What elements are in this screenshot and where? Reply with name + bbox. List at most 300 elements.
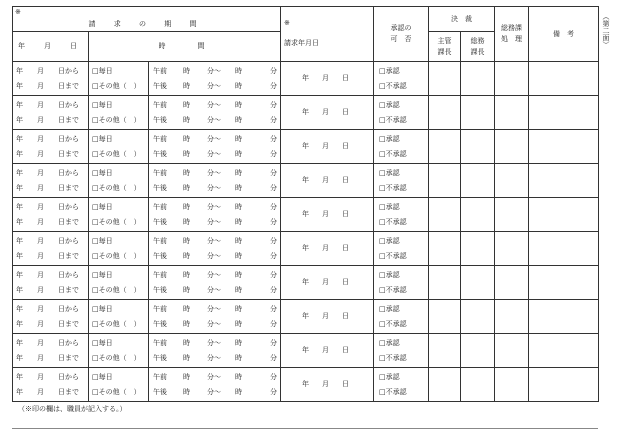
request-period-header: [13, 7, 281, 32]
remarks-cell[interactable]: [529, 164, 599, 198]
date-to: 年 月 日まで: [16, 217, 79, 226]
frequency-cell: [89, 368, 149, 402]
approve-checkbox[interactable]: □承認: [379, 338, 400, 347]
am-label: 午前: [153, 338, 167, 347]
approve-checkbox[interactable]: □承認: [379, 372, 400, 381]
pm-label: 午後: [153, 183, 167, 192]
general-affairs-chief-stamp-cell[interactable]: [461, 96, 495, 130]
frequency-cell: [89, 130, 149, 164]
period-date-cell[interactable]: [13, 130, 89, 164]
remarks-cell[interactable]: [529, 232, 599, 266]
minute-label: 分: [270, 353, 278, 362]
general-affairs-chief-stamp-cell[interactable]: [461, 334, 495, 368]
time-cell[interactable]: [149, 266, 281, 300]
general-affairs-chief-stamp-cell[interactable]: [461, 164, 495, 198]
minute-from-label: 分～: [207, 319, 221, 328]
minute-label: 分: [270, 387, 278, 396]
minute-label: 分: [270, 217, 278, 226]
date-to: 年 月 日まで: [16, 183, 79, 192]
date-from: 年 月 日から: [16, 168, 79, 177]
daily-checkbox[interactable]: □毎日: [92, 168, 113, 177]
hour-label: 時: [183, 168, 190, 177]
am-label: 午前: [153, 304, 167, 313]
time-cell[interactable]: [149, 62, 281, 96]
request-date-cell[interactable]: 年 月 日: [281, 334, 374, 368]
period-date-cell[interactable]: [13, 198, 89, 232]
am-label: 午前: [153, 134, 167, 143]
approval-cell: [374, 232, 429, 266]
minute-from-label: 分～: [207, 353, 221, 362]
time-line-pm: [149, 317, 280, 332]
other-checkbox[interactable]: □その他（ ）: [92, 217, 141, 226]
request-date-label: 請求年月日: [284, 39, 320, 47]
time-line-am: [149, 64, 280, 79]
remarks-cell[interactable]: [529, 198, 599, 232]
date-to: 年 月 日まで: [16, 115, 79, 124]
reject-checkbox[interactable]: □不承認: [379, 285, 407, 294]
bottom-divider: [12, 428, 598, 429]
request-row: [13, 130, 599, 164]
am-label: 午前: [153, 372, 167, 381]
minute-from-label: 分～: [207, 217, 221, 226]
chief-stamp-cell[interactable]: [429, 62, 461, 96]
general-affairs-processing-cell[interactable]: [495, 300, 529, 334]
hour-label: 時: [183, 149, 190, 158]
approval-cell: [374, 368, 429, 402]
other-checkbox[interactable]: □その他（ ）: [92, 149, 141, 158]
hour-label: 時: [235, 100, 242, 109]
daily-checkbox[interactable]: □毎日: [92, 236, 113, 245]
request-row: [13, 198, 599, 232]
hour-label: 時: [183, 251, 190, 260]
approval-label-1: 承認の: [390, 24, 412, 32]
chief-stamp-cell[interactable]: [429, 198, 461, 232]
chief-stamp-cell[interactable]: [429, 164, 461, 198]
chief-stamp-cell[interactable]: [429, 232, 461, 266]
request-row: [13, 62, 599, 96]
date-from: 年 月 日から: [16, 338, 79, 347]
frequency-cell: [89, 232, 149, 266]
remarks-header: 備 考: [529, 7, 599, 62]
time-cell[interactable]: [149, 164, 281, 198]
hour-label: 時: [235, 217, 242, 226]
general-affairs-processing-cell[interactable]: [495, 164, 529, 198]
request-date-cell[interactable]: 年 月 日: [281, 130, 374, 164]
general-affairs-processing-cell[interactable]: [495, 198, 529, 232]
hour-label: 時: [235, 236, 242, 245]
time-line-pm: [149, 113, 280, 128]
chief-stamp-cell[interactable]: [429, 96, 461, 130]
hour-label: 時: [183, 353, 190, 362]
request-date-cell[interactable]: 年 月 日: [281, 266, 374, 300]
hour-label: 時: [183, 338, 190, 347]
daily-checkbox[interactable]: □毎日: [92, 372, 113, 381]
time-cell[interactable]: [149, 198, 281, 232]
time-cell[interactable]: [149, 232, 281, 266]
date-from: 年 月 日から: [16, 270, 79, 279]
general-affairs-chief-stamp-cell[interactable]: [461, 62, 495, 96]
date-to: 年 月 日まで: [16, 149, 79, 158]
reject-checkbox[interactable]: □不承認: [379, 217, 407, 226]
hour-label: 時: [183, 183, 190, 192]
period-date-cell[interactable]: [13, 62, 89, 96]
approve-checkbox[interactable]: □承認: [379, 236, 400, 245]
reject-checkbox[interactable]: □不承認: [379, 353, 407, 362]
minute-label: 分: [270, 115, 278, 124]
remarks-cell[interactable]: [529, 62, 599, 96]
request-form-table: [12, 6, 599, 402]
chief-header: [429, 32, 461, 62]
hour-label: 時: [183, 285, 190, 294]
date-from: 年 月 日から: [16, 304, 79, 313]
remarks-cell[interactable]: [529, 300, 599, 334]
hour-label: 時: [183, 100, 190, 109]
hour-label: 時: [235, 66, 242, 75]
remarks-cell[interactable]: [529, 334, 599, 368]
minute-label: 分: [270, 134, 278, 143]
frequency-cell: [89, 164, 149, 198]
hour-label: 時: [235, 115, 242, 124]
general-affairs-chief-stamp-cell[interactable]: [461, 368, 495, 402]
am-label: 午前: [153, 236, 167, 245]
gen-chief-label-2: 課長: [470, 47, 485, 56]
chief-stamp-cell[interactable]: [429, 266, 461, 300]
request-date-cell[interactable]: 年 月 日: [281, 96, 374, 130]
hour-label: 時: [183, 319, 190, 328]
hour-label: 時: [235, 304, 242, 313]
chief-stamp-cell[interactable]: [429, 334, 461, 368]
hour-label: 時: [183, 372, 190, 381]
hour-label: 時: [235, 251, 242, 260]
date-from: 年 月 日から: [16, 66, 79, 75]
general-affairs-processing-cell[interactable]: [495, 334, 529, 368]
general-affairs-processing-cell[interactable]: [495, 62, 529, 96]
approval-cell: [374, 96, 429, 130]
minute-from-label: 分～: [207, 270, 221, 279]
minute-label: 分: [270, 202, 278, 211]
pm-label: 午後: [153, 217, 167, 226]
pm-label: 午後: [153, 149, 167, 158]
approval-cell: [374, 62, 429, 96]
minute-label: 分: [270, 372, 278, 381]
chief-label-2: 課長: [437, 47, 452, 56]
approve-checkbox[interactable]: □承認: [379, 304, 400, 313]
date-to: 年 月 日まで: [16, 81, 79, 90]
time-cell[interactable]: [149, 300, 281, 334]
minute-from-label: 分～: [207, 149, 221, 158]
general-affairs-chief-stamp-cell[interactable]: [461, 130, 495, 164]
daily-checkbox[interactable]: □毎日: [92, 270, 113, 279]
request-date-cell[interactable]: 年 月 日: [281, 62, 374, 96]
minute-from-label: 分～: [207, 81, 221, 90]
hour-label: 時: [235, 372, 242, 381]
daily-checkbox[interactable]: □毎日: [92, 66, 113, 75]
remarks-cell[interactable]: [529, 266, 599, 300]
other-checkbox[interactable]: □その他（ ）: [92, 115, 141, 124]
date-to: 年 月 日まで: [16, 285, 79, 294]
frequency-cell: [89, 334, 149, 368]
approval-header: [374, 7, 429, 62]
frequency-cell: [89, 198, 149, 232]
side-page-label: （第二面）: [602, 13, 610, 48]
pm-label: 午後: [153, 319, 167, 328]
minute-label: 分: [270, 236, 278, 245]
hour-label: 時: [235, 183, 242, 192]
time-line-pm: [149, 249, 280, 264]
date-from: 年 月 日から: [16, 134, 79, 143]
request-date-cell[interactable]: 年 月 日: [281, 368, 374, 402]
hour-label: 時: [183, 66, 190, 75]
time-column-header: 時 間: [89, 32, 281, 62]
daily-checkbox[interactable]: □毎日: [92, 202, 113, 211]
chief-stamp-cell[interactable]: [429, 368, 461, 402]
minute-label: 分: [270, 319, 278, 328]
date-to: 年 月 日まで: [16, 251, 79, 260]
date-to: 年 月 日まで: [16, 387, 79, 396]
hour-label: 時: [235, 319, 242, 328]
date-from: 年 月 日から: [16, 100, 79, 109]
reject-checkbox[interactable]: □不承認: [379, 319, 407, 328]
period-date-cell[interactable]: [13, 164, 89, 198]
frequency-cell: [89, 62, 149, 96]
pm-label: 午後: [153, 251, 167, 260]
hour-label: 時: [235, 387, 242, 396]
am-label: 午前: [153, 168, 167, 177]
minute-from-label: 分～: [207, 251, 221, 260]
time-line-am: [149, 132, 280, 147]
date-column-header: 年 月 日: [13, 32, 89, 62]
general-affairs-processing-cell[interactable]: [495, 96, 529, 130]
approve-checkbox[interactable]: □承認: [379, 134, 400, 143]
daily-checkbox[interactable]: □毎日: [92, 338, 113, 347]
other-checkbox[interactable]: □その他（ ）: [92, 285, 141, 294]
minute-label: 分: [270, 251, 278, 260]
approve-checkbox[interactable]: □承認: [379, 66, 400, 75]
time-cell[interactable]: [149, 130, 281, 164]
general-affairs-chief-stamp-cell[interactable]: [461, 266, 495, 300]
request-row: [13, 368, 599, 402]
time-cell[interactable]: [149, 96, 281, 130]
general-affairs-processing-cell[interactable]: [495, 130, 529, 164]
hour-label: 時: [235, 285, 242, 294]
am-label: 午前: [153, 66, 167, 75]
gen-process-label-2: 処 理: [501, 35, 523, 43]
reject-checkbox[interactable]: □不承認: [379, 183, 407, 192]
hour-label: 時: [183, 81, 190, 90]
frequency-cell: [89, 266, 149, 300]
time-line-am: [149, 200, 280, 215]
approval-cell: [374, 130, 429, 164]
minute-label: 分: [270, 81, 278, 90]
general-affairs-chief-stamp-cell[interactable]: [461, 232, 495, 266]
approve-checkbox[interactable]: □承認: [379, 100, 400, 109]
daily-checkbox[interactable]: □毎日: [92, 134, 113, 143]
reject-checkbox[interactable]: □不承認: [379, 251, 407, 260]
footnote: （※印の欄は、職員が記入する。）: [18, 405, 127, 413]
minute-label: 分: [270, 270, 278, 279]
hour-label: 時: [235, 168, 242, 177]
other-checkbox[interactable]: □その他（ ）: [92, 81, 141, 90]
request-date-cell[interactable]: 年 月 日: [281, 300, 374, 334]
pm-label: 午後: [153, 353, 167, 362]
hour-label: 時: [235, 338, 242, 347]
approve-checkbox[interactable]: □承認: [379, 168, 400, 177]
other-checkbox[interactable]: □その他（ ）: [92, 183, 141, 192]
period-date-cell[interactable]: [13, 232, 89, 266]
minute-label: 分: [270, 168, 278, 177]
date-from: 年 月 日から: [16, 202, 79, 211]
request-row: [13, 96, 599, 130]
hour-label: 時: [183, 115, 190, 124]
chief-label-1: 主管: [437, 36, 452, 45]
chief-stamp-cell[interactable]: [429, 300, 461, 334]
other-checkbox[interactable]: □その他（ ）: [92, 353, 141, 362]
frequency-cell: [89, 300, 149, 334]
time-line-am: [149, 98, 280, 113]
minute-from-label: 分～: [207, 387, 221, 396]
hour-label: 時: [183, 236, 190, 245]
other-checkbox[interactable]: □その他（ ）: [92, 319, 141, 328]
minute-label: 分: [270, 338, 278, 347]
daily-checkbox[interactable]: □毎日: [92, 304, 113, 313]
frequency-cell: [89, 96, 149, 130]
remarks-cell[interactable]: [529, 368, 599, 402]
minute-label: 分: [270, 100, 278, 109]
other-checkbox[interactable]: □その他（ ）: [92, 251, 141, 260]
hour-label: 時: [183, 217, 190, 226]
chief-stamp-cell[interactable]: [429, 130, 461, 164]
request-row: [13, 266, 599, 300]
decision-header: 決 裁: [429, 7, 495, 32]
approval-cell: [374, 334, 429, 368]
pm-label: 午後: [153, 285, 167, 294]
time-line-am: [149, 166, 280, 181]
request-row: [13, 164, 599, 198]
approve-checkbox[interactable]: □承認: [379, 270, 400, 279]
hour-label: 時: [235, 81, 242, 90]
period-date-cell[interactable]: [13, 300, 89, 334]
minute-label: 分: [270, 304, 278, 313]
minute-from-label: 分～: [207, 202, 221, 211]
am-label: 午前: [153, 100, 167, 109]
time-line-am: [149, 336, 280, 351]
am-label: 午前: [153, 270, 167, 279]
date-to: 年 月 日まで: [16, 353, 79, 362]
hour-label: 時: [235, 353, 242, 362]
time-line-pm: [149, 181, 280, 196]
reject-checkbox[interactable]: □不承認: [379, 387, 407, 396]
general-affairs-processing-cell[interactable]: [495, 266, 529, 300]
period-date-cell[interactable]: [13, 368, 89, 402]
hour-label: 時: [183, 304, 190, 313]
minute-label: 分: [270, 149, 278, 158]
general-affairs-processing-cell[interactable]: [495, 368, 529, 402]
time-line-am: [149, 370, 280, 385]
time-line-pm: [149, 215, 280, 230]
gen-process-label-1: 総務課: [501, 24, 523, 32]
reject-checkbox[interactable]: □不承認: [379, 115, 407, 124]
minute-label: 分: [270, 285, 278, 294]
minute-from-label: 分～: [207, 100, 221, 109]
time-line-am: [149, 302, 280, 317]
request-date-mark: ※: [284, 19, 290, 27]
period-date-cell[interactable]: [13, 266, 89, 300]
approval-cell: [374, 266, 429, 300]
time-line-am: [149, 234, 280, 249]
general-affairs-chief-stamp-cell[interactable]: [461, 198, 495, 232]
minute-label: 分: [270, 183, 278, 192]
approval-cell: [374, 164, 429, 198]
hour-label: 時: [235, 149, 242, 158]
reject-checkbox[interactable]: □不承認: [379, 81, 407, 90]
general-affairs-processing-header: [495, 7, 529, 62]
request-date-cell[interactable]: 年 月 日: [281, 232, 374, 266]
time-cell[interactable]: [149, 368, 281, 402]
date-from: 年 月 日から: [16, 372, 79, 381]
remarks-cell[interactable]: [529, 96, 599, 130]
request-date-cell[interactable]: 年 月 日: [281, 198, 374, 232]
other-checkbox[interactable]: □その他（ ）: [92, 387, 141, 396]
am-label: 午前: [153, 202, 167, 211]
approval-label-2: 可 否: [390, 35, 412, 43]
minute-from-label: 分～: [207, 183, 221, 192]
request-date-cell[interactable]: 年 月 日: [281, 164, 374, 198]
general-affairs-chief-header: [461, 32, 495, 62]
approval-cell: [374, 300, 429, 334]
time-line-pm: [149, 351, 280, 366]
pm-label: 午後: [153, 387, 167, 396]
hour-label: 時: [183, 134, 190, 143]
general-affairs-processing-cell[interactable]: [495, 232, 529, 266]
period-date-cell[interactable]: [13, 334, 89, 368]
remarks-cell[interactable]: [529, 130, 599, 164]
minute-from-label: 分～: [207, 134, 221, 143]
request-row: [13, 334, 599, 368]
hour-label: 時: [235, 270, 242, 279]
reject-checkbox[interactable]: □不承認: [379, 149, 407, 158]
minute-from-label: 分～: [207, 236, 221, 245]
approve-checkbox[interactable]: □承認: [379, 202, 400, 211]
time-line-pm: [149, 79, 280, 94]
minute-from-label: 分～: [207, 304, 221, 313]
minute-label: 分: [270, 66, 278, 75]
minute-from-label: 分～: [207, 285, 221, 294]
approval-cell: [374, 198, 429, 232]
minute-from-label: 分～: [207, 66, 221, 75]
pm-label: 午後: [153, 81, 167, 90]
daily-checkbox[interactable]: □毎日: [92, 100, 113, 109]
request-period-title: 請 求 の 期 間: [88, 20, 205, 28]
date-to: 年 月 日まで: [16, 319, 79, 328]
time-line-pm: [149, 385, 280, 400]
date-from: 年 月 日から: [16, 236, 79, 245]
hour-label: 時: [183, 202, 190, 211]
gen-chief-label-1: 総務: [470, 36, 485, 45]
time-cell[interactable]: [149, 334, 281, 368]
minute-from-label: 分～: [207, 338, 221, 347]
request-rows: [13, 62, 599, 402]
minute-from-label: 分～: [207, 168, 221, 177]
mark-asterisk: ※: [15, 8, 21, 16]
period-date-cell[interactable]: [13, 96, 89, 130]
request-row: [13, 300, 599, 334]
general-affairs-chief-stamp-cell[interactable]: [461, 300, 495, 334]
hour-label: 時: [183, 387, 190, 396]
minute-from-label: 分～: [207, 372, 221, 381]
time-line-pm: [149, 283, 280, 298]
hour-label: 時: [235, 134, 242, 143]
pm-label: 午後: [153, 115, 167, 124]
